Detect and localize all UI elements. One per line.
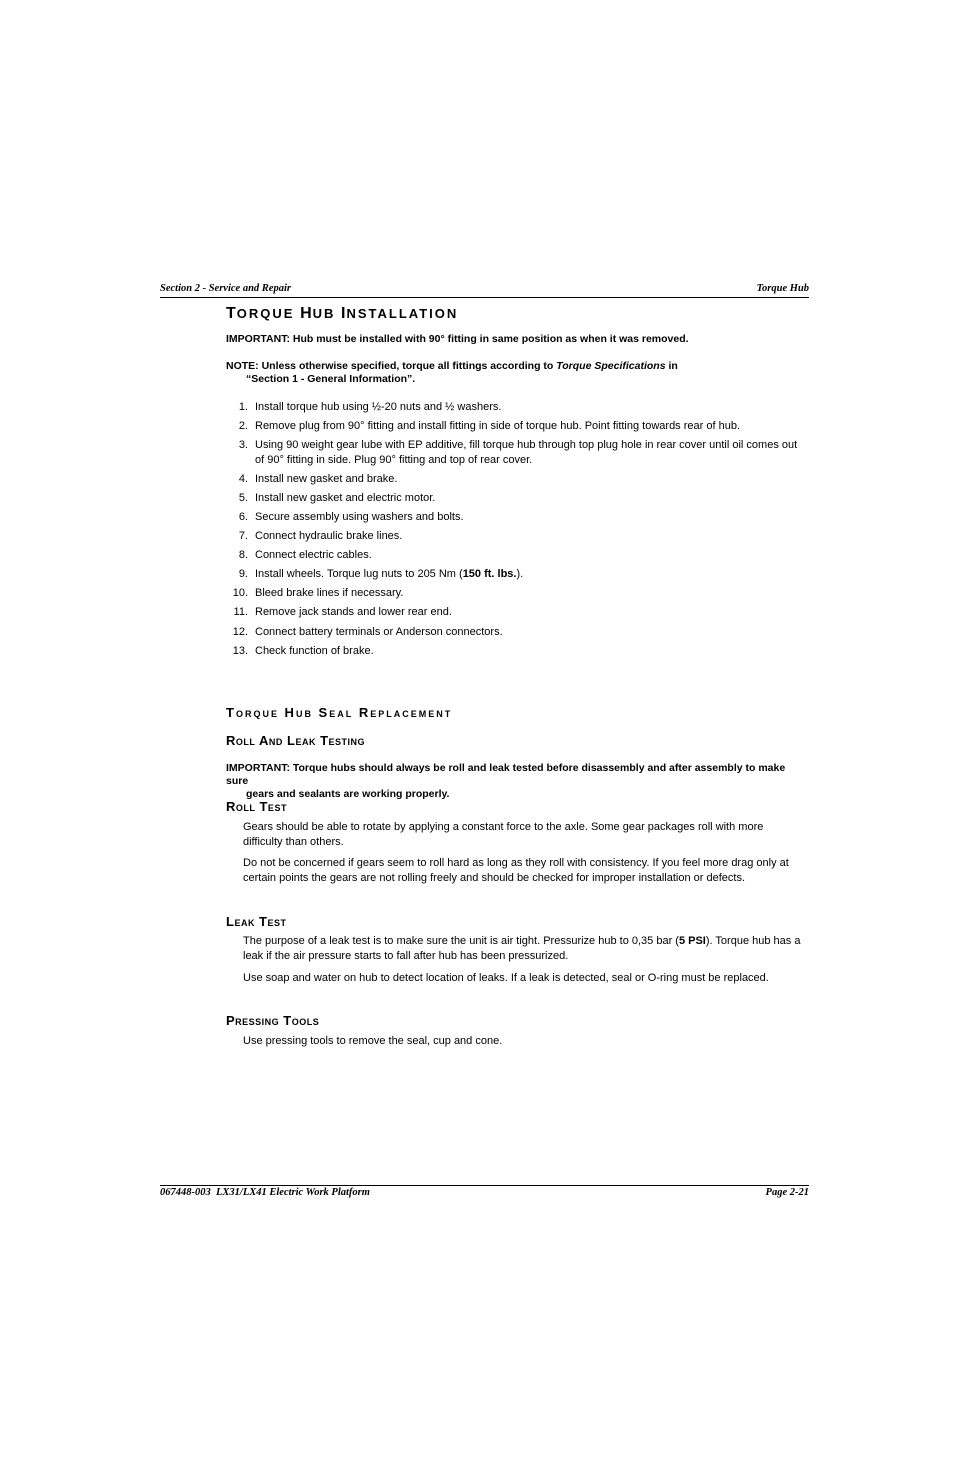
list-item: [226, 438, 806, 467]
title-part: NSTALLATION: [346, 306, 459, 321]
note-italic-ref: Torque Specifications: [556, 360, 666, 372]
step-text: Install new gasket and electric motor.: [255, 491, 436, 504]
step-number: 11.: [233, 606, 248, 619]
page-footer: [160, 1185, 809, 1198]
step-number: 7.: [238, 530, 248, 543]
step-text: Install wheels. Torque lug nuts to 205 Nm (: [255, 568, 463, 581]
list-item: [226, 419, 806, 434]
list-item: [226, 548, 806, 563]
step-text: Install torque hub using ½-20 nuts and ½ washers.: [255, 401, 502, 413]
step-text: Secure assembly using washers and bolts.: [255, 510, 464, 523]
title-char: H: [300, 305, 313, 322]
leak-test-paragraph-1: [243, 934, 805, 963]
subsection-title-roll-test: Roll Test: [226, 799, 287, 814]
note-label: NOTE:: [226, 360, 259, 372]
list-item: [226, 625, 806, 640]
title-part: ORQUE: [236, 306, 301, 321]
step-bold-value: 150 ft. lbs.: [462, 568, 517, 581]
title-part: UB: [312, 306, 342, 321]
note-text: Unless otherwise specified, torque all fittings according to: [258, 360, 557, 372]
note-line2: “Section 1 - General Information”.: [246, 373, 416, 385]
list-item: [226, 644, 806, 659]
section-title-seal-replacement: Torque Hub Seal Replacement: [226, 705, 453, 720]
step-number: 10.: [232, 587, 248, 600]
leak-bold-value: 5 PSI: [678, 935, 706, 947]
section-title-torque-hub-installation: [226, 305, 458, 323]
step-text: Connect hydraulic brake lines.: [255, 530, 403, 543]
list-item: [226, 510, 806, 525]
list-item: [226, 529, 806, 544]
important-text: IMPORTANT: Hub must be installed with 90° fitting in same position as when it was removed.: [226, 333, 689, 345]
subsection-title-pressing-tools: Pressing Tools: [226, 1013, 320, 1028]
step-text: ).: [516, 568, 524, 581]
list-item: [226, 491, 806, 506]
important-note-testing: [226, 762, 806, 801]
note-torque-fittings: [226, 360, 806, 386]
step-number: 3.: [238, 439, 248, 452]
footer-document-id: 067448-003 LX31/LX41 Electric Work Platform: [160, 1187, 370, 1198]
header-topic-label: Torque Hub: [756, 283, 809, 294]
pressing-tools-paragraph: Use pressing tools to remove the seal, cup and cone.: [243, 1035, 503, 1047]
step-number: 12.: [232, 625, 248, 638]
list-item: [226, 472, 806, 487]
step-text: Bleed brake lines if necessary.: [255, 587, 404, 600]
leak-text: ). Torque hub has a leak if the air pressure starts to fall after hub has been pressurized.: [243, 935, 801, 962]
list-item: [226, 586, 806, 601]
step-number: 13.: [232, 644, 248, 657]
step-number: 4.: [238, 472, 248, 485]
step-number: 1.: [238, 401, 248, 413]
roll-test-paragraph-1: Gears should be able to rotate by applying a constant force to the axle. Some gear packages roll with more difficulty than others.: [243, 821, 764, 848]
installation-steps-list: [226, 400, 806, 663]
footer-page-number: Page 2-21: [765, 1187, 809, 1198]
step-text: Check function of brake.: [255, 644, 374, 657]
roll-test-paragraph-2: Do not be concerned if gears seem to roll hard as long as they roll with consistency. If you feel more drag only at certain points the gears are not rolling freely and should be checked for improper installation or defects.: [243, 857, 789, 884]
step-text: Using 90 weight gear lube with EP additive, fill torque hub through top plug hole in rear cover until oil comes out of 90° fitting in side. Plug 90° fitting and top of rear cover.: [255, 439, 798, 466]
step-number: 5.: [238, 491, 248, 504]
leak-text: The purpose of a leak test is to make sure the unit is air tight. Pressurize hub to 0,35 bar (: [243, 935, 679, 947]
important-note-fitting: [226, 333, 806, 346]
important-text: IMPORTANT: Torque hubs should always be roll and leak tested before disassembly and after assembly to make sure: [226, 762, 786, 787]
step-text: Remove plug from 90° fitting and install fitting in side of torque hub. Point fitting towards rear of hub.: [255, 420, 740, 433]
title-char: T: [226, 305, 237, 322]
important-text-line2: gears and sealants are working properly.: [246, 788, 450, 800]
list-item: [226, 400, 806, 415]
step-text: Remove jack stands and lower rear end.: [255, 606, 452, 619]
step-number: 8.: [238, 549, 248, 562]
subsection-title-leak-test: Leak Test: [226, 914, 287, 929]
step-text: Connect battery terminals or Anderson connectors.: [255, 625, 503, 638]
list-item: [226, 605, 806, 620]
step-number: 6.: [238, 510, 248, 523]
step-text: Install new gasket and brake.: [255, 472, 398, 485]
header-section-label: Section 2 - Service and Repair: [160, 283, 291, 294]
leak-test-paragraph-2: Use soap and water on hub to detect location of leaks. If a leak is detected, seal or O-ring must be replaced.: [243, 972, 769, 984]
title-char: I: [341, 305, 347, 322]
step-number: 2.: [238, 420, 248, 433]
note-after: in: [665, 360, 678, 372]
subsection-title-roll-leak: Roll And Leak Testing: [226, 733, 366, 748]
step-text: Connect electric cables.: [255, 549, 372, 562]
step-number: 9.: [238, 568, 248, 581]
page-header: [160, 283, 809, 298]
list-item: [226, 567, 806, 582]
